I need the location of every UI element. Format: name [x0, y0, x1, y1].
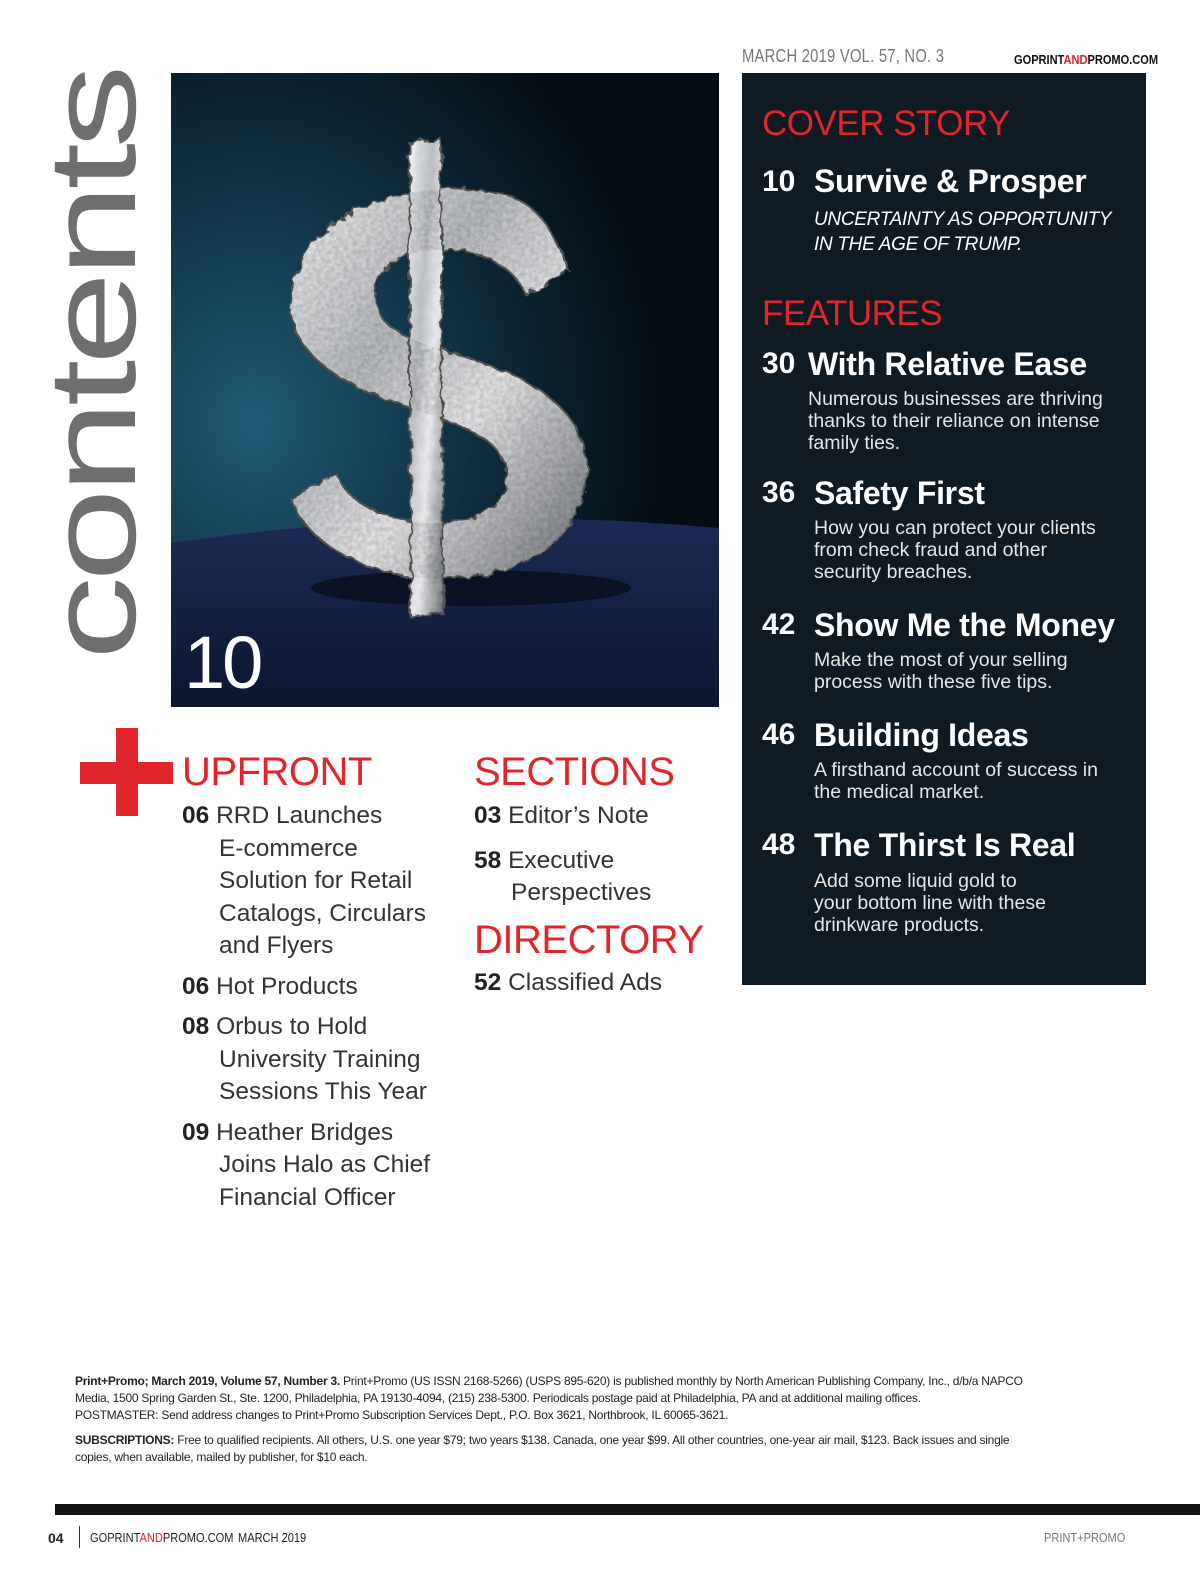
page-number: 04 [48, 1530, 64, 1546]
sections-list [474, 800, 724, 910]
feature-title[interactable]: With Relative Ease [808, 346, 1087, 382]
feature-title[interactable]: Show Me the Money [814, 607, 1115, 643]
contents-title-text: contents [24, 223, 162, 660]
feature-desc: Numerous businesses are thriving thanks to their reliance on intense family ties. [808, 388, 1103, 454]
cover-story-desc: UNCERTAINTY AS OPPORTUNITY IN THE AGE OF TRUMP. [814, 209, 1112, 255]
feature-item[interactable] [762, 828, 795, 862]
subscriptions-statement: SUBSCRIPTIONS: Free to qualified recipients. All others, U.S. one year $79; two years $138. Canada, one year $99. All other countries, one-year air mail, $123. Back issues and single copies, when available, mailed by publisher, for $10 each. [75, 1433, 1010, 1464]
feature-title[interactable]: The Thirst Is Real [814, 827, 1076, 863]
feature-desc: A firsthand account of success in the medical market. [814, 759, 1098, 803]
feature-number: 48 [762, 828, 796, 861]
directory-item[interactable]: 52 Classified Ads [474, 969, 662, 996]
feature-number: 30 [762, 347, 796, 380]
cover-story-number: 10 [762, 165, 796, 198]
red-plus-icon-bar [80, 762, 173, 784]
sections-heading: SECTIONS [474, 750, 675, 794]
feature-desc: Add some liquid gold to your bottom line with these drinkware products. [814, 870, 1046, 936]
sections-item[interactable]: 58 Executive Perspectives [474, 846, 652, 906]
feature-desc: How you can protect your clients from check fraud and other security breaches. [814, 517, 1096, 583]
feature-number: 46 [762, 718, 796, 751]
feature-item[interactable] [762, 718, 795, 752]
footer-divider [79, 1526, 80, 1548]
issue-info: MARCH 2019 VOL. 57, NO. 3 [742, 46, 945, 66]
upfront-item[interactable]: 08 Orbus to Hold University Training Sessions This Year [182, 1013, 427, 1105]
footer-rule [55, 1504, 1200, 1515]
cover-image [171, 73, 719, 707]
upfront-item[interactable]: 09 Heather Bridges Joins Halo as Chief Financial Officer [182, 1118, 431, 1211]
upfront-item[interactable]: 06 RRD Launches E-commerce Solution for Retail Catalogs, Circulars and Flyers [182, 802, 426, 959]
dollar-sign-sculpture-icon [171, 73, 719, 707]
header-site-link[interactable]: GOPRINTANDPROMO.COM [1014, 52, 1159, 67]
footer-date: MARCH 2019 [238, 1530, 307, 1545]
footer-site-link[interactable]: GOPRINTANDPROMO.COM [90, 1530, 234, 1545]
feature-desc: Make the most of your selling process with these five tips. [814, 649, 1068, 693]
features-heading: FEATURES [762, 294, 943, 333]
feature-title[interactable]: Building Ideas [814, 717, 1029, 753]
publication-statement: Print+Promo; March 2019, Volume 57, Number 3. Print+Promo (US ISSN 2168-5266) (USPS 895-620) is published monthly by North American Publishing Company, Inc., d/b/a NAPCO Media, 1500 Spring Garden St., Ste. 1200, Philadelphia, PA 19130-4094, (215) 238-5300. Periodicals postage paid at Philadelphia, PA and at additional mailing offices. POSTMASTER: Send address changes to Print+Promo Subscription Services Dept., P.O. Box 3621, Northbrook, IL 60065-3621. [75, 1374, 1023, 1422]
contents-vertical-title [24, 62, 162, 662]
feature-item[interactable] [762, 347, 795, 381]
upfront-heading: UPFRONT [182, 750, 372, 794]
feature-number: 36 [762, 476, 796, 509]
directory-heading: DIRECTORY [474, 918, 704, 962]
directory-list [474, 967, 724, 1000]
feature-item[interactable] [762, 608, 795, 642]
upfront-item[interactable]: 06 Hot Products [182, 972, 358, 1000]
cover-story-heading: COVER STORY [762, 104, 1010, 143]
sections-item[interactable]: 03 Editor’s Note [474, 802, 649, 829]
cover-page-number: 10 [184, 621, 261, 704]
footer-brand: PRINT+PROMO [1044, 1530, 1126, 1545]
feature-number: 42 [762, 608, 796, 641]
feature-item[interactable] [762, 476, 795, 510]
cover-story-item[interactable] [762, 165, 795, 199]
upfront-list [182, 800, 472, 1214]
cover-story-title[interactable]: Survive & Prosper [814, 163, 1087, 199]
feature-title[interactable]: Safety First [814, 475, 985, 511]
